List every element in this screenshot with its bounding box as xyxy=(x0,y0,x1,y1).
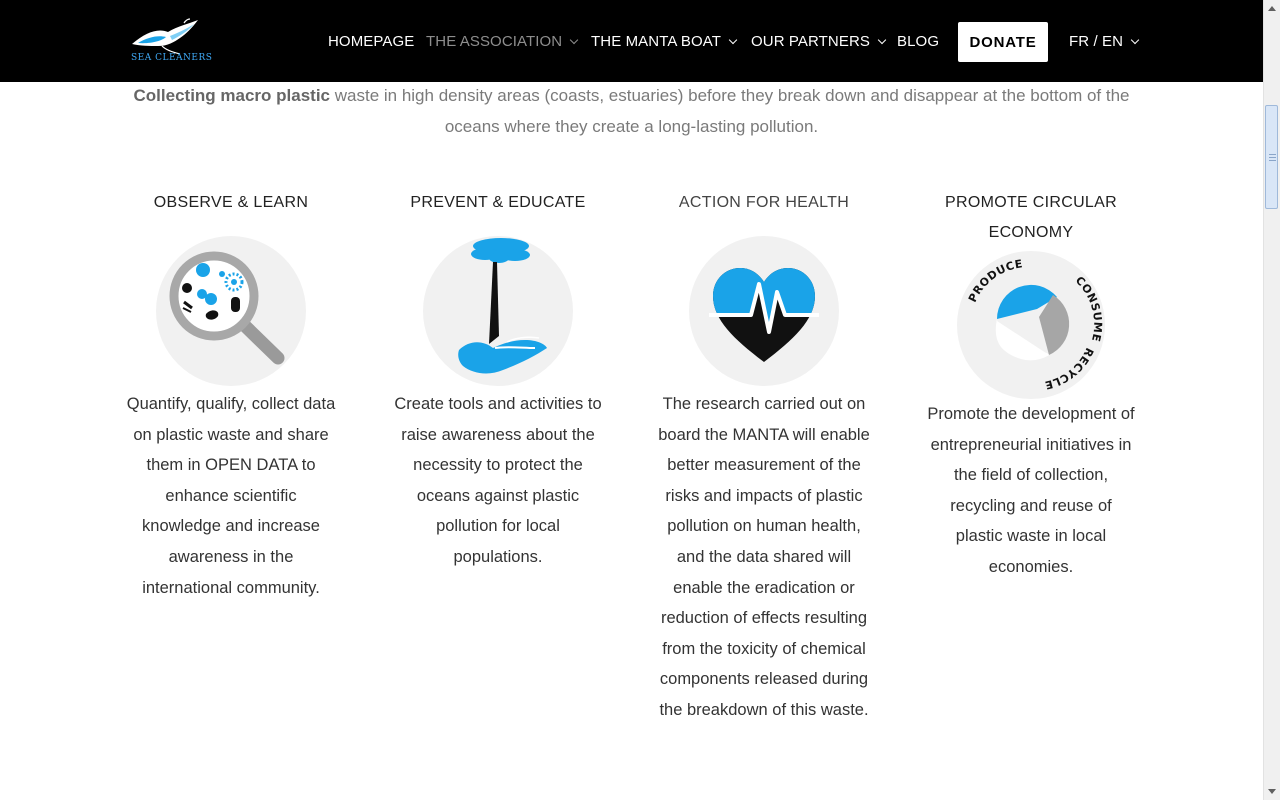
scroll-up-button[interactable] xyxy=(1263,0,1280,17)
grip-line xyxy=(1269,154,1276,155)
column-observe-learn xyxy=(106,188,356,603)
arrow-down-icon xyxy=(1268,789,1276,794)
column-description: Quantify, qualify, collect data on plastic waste and share them in OPEN DATA to enhance scientific knowledge and increase awareness in the international community. xyxy=(126,395,336,597)
magnifier-plastic-particles-icon xyxy=(156,236,306,386)
column-title: OBSERVE & LEARN xyxy=(153,194,309,211)
icon-circle xyxy=(957,251,1105,399)
icon-circle xyxy=(156,236,306,386)
grip-line xyxy=(1269,160,1276,161)
column-prevent-educate xyxy=(373,188,623,573)
cycle-label-consume: CONSUME xyxy=(1072,273,1105,344)
sea-cleaners-logo[interactable] xyxy=(128,18,213,66)
column-title: ACTION FOR HEALTH xyxy=(678,194,850,211)
logo-text: SEA CLEANERS xyxy=(131,53,213,63)
cycle-label-produce: PRODUCE xyxy=(965,257,1024,305)
intro-paragraph xyxy=(130,80,1133,142)
scroll-thumb[interactable] xyxy=(1265,105,1278,209)
nav-our-partners-label: OUR PARTNERS xyxy=(751,33,870,50)
site-header xyxy=(0,0,1263,82)
nav-the-manta-boat-label: THE MANTA BOAT xyxy=(591,33,722,50)
nav-the-association-label: THE ASSOCIATION xyxy=(426,33,563,50)
intro-text: waste in high density areas (coasts, estuaries) before they break down and disappear at the bottom of the oceans where they create a long-lasting pollution. xyxy=(330,86,1130,136)
icon-circle xyxy=(423,236,573,386)
column-action-for-health xyxy=(639,188,889,726)
chevron-down-icon xyxy=(1131,35,1139,43)
column-title: PREVENT & EDUCATE xyxy=(410,194,586,211)
icon-circle xyxy=(689,236,839,386)
column-promote-circular-economy xyxy=(906,188,1156,583)
language-switcher[interactable] xyxy=(1069,33,1138,50)
nav-the-manta-boat[interactable] xyxy=(591,33,736,50)
circular-economy-icon xyxy=(957,251,1105,399)
chevron-down-icon xyxy=(570,35,578,43)
cycle-label-recycle: RECYCLE xyxy=(1043,345,1097,392)
arrow-up-icon xyxy=(1268,6,1276,11)
grip-line xyxy=(1269,157,1276,158)
manta-ray-icon xyxy=(128,18,202,56)
svg-text:CONSUME xyxy=(1073,274,1105,343)
intro-bold: Collecting macro plastic xyxy=(133,86,331,105)
donate-button[interactable]: DONATE xyxy=(958,22,1048,62)
chevron-down-icon xyxy=(878,35,886,43)
nav-the-association[interactable] xyxy=(426,33,577,50)
column-description: Create tools and activities to raise awareness about the necessity to protect the oceans against plastic pollution for local populations. xyxy=(394,395,602,566)
language-switcher-label: FR / EN xyxy=(1069,33,1124,50)
hand-tree-icon xyxy=(423,236,573,386)
column-description: The research carried out on board the MANTA will enable better measurement of the risks and impacts of plastic pollution on human health, and the data shared will enable the eradication or reduction of effects resulting from the toxicity of chemical components released during the breakdown of this waste. xyxy=(658,395,870,719)
nav-homepage[interactable] xyxy=(328,33,414,50)
nav-blog-label: BLOG xyxy=(897,33,940,50)
nav-blog[interactable] xyxy=(897,33,939,50)
chevron-down-icon xyxy=(729,35,737,43)
column-description: Promote the development of entrepreneurial initiatives in the field of collection, recycling and reuse of plastic waste in local economies. xyxy=(927,405,1135,576)
scroll-down-button[interactable] xyxy=(1263,783,1280,800)
heart-pulse-icon xyxy=(689,236,839,386)
column-title: PROMOTE CIRCULAR ECONOMY xyxy=(945,194,1117,241)
nav-our-partners[interactable] xyxy=(751,33,885,50)
nav-homepage-label: HOMEPAGE xyxy=(328,33,415,50)
